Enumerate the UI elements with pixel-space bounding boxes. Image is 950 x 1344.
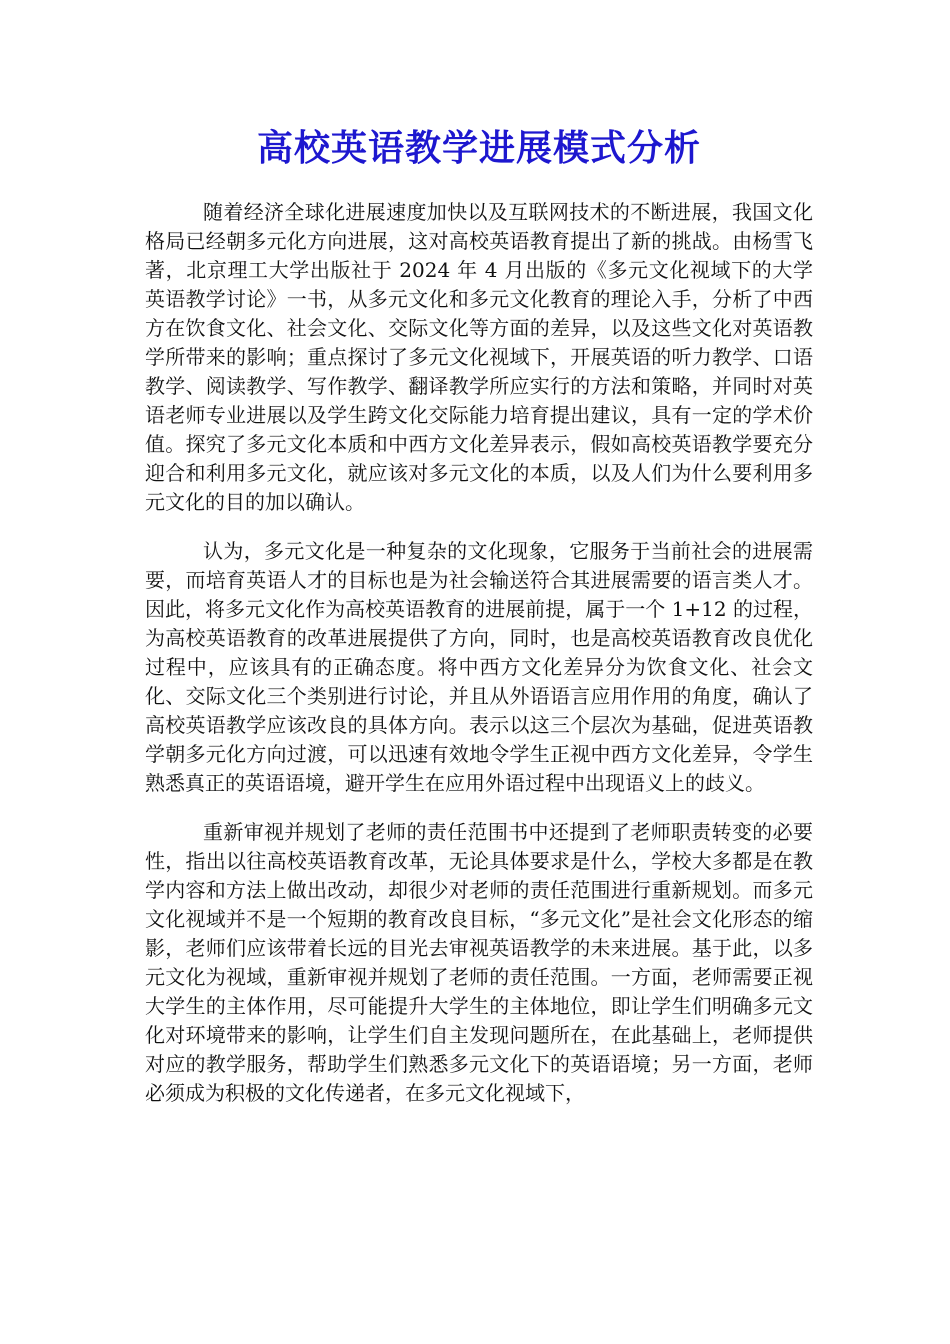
paragraph-2: 认为，多元文化是一种复杂的文化现象，它服务于当前社会的进展需要，而培育英语人才的目标也是为社会输送符合其进展需要的语言类人才。因此，将多元文化作为高校英语教育的进展前提，属于一个 1+12 的过程，为高校英语教育的改革进展提供了方向，同时，也是高校英语教育改良优化过程中，应该具有的正确态度。将中西方文化差异分为饮食文化、社会文化、交际文化三个类别进行讨论，并且从外语语言应用作用的角度，确认了高校英语教学应该改良的具体方向。表示以这三个层次为基础，促进英语教学朝多元化方向过渡，可以迅速有效地令学生正视中西方文化差异，令学生熟悉真正的英语语境，避开学生在应用外语过程中出现语义上的歧义。: [145, 539, 813, 795]
document-body: [145, 118, 813, 1128]
paragraph-3: 重新审视并规划了老师的责任范围书中还提到了老师职责转变的必要性，指出以往高校英语教育改革，无论具体要求是什么，学校大多都是在教学内容和方法上做出改动，却很少对老师的责任范围进行重新规划。而多元文化视域并不是一个短期的教育改良目标，“多元文化”是社会文化形态的缩影，老师们应该带着长远的目光去审视英语教学的未来进展。基于此，以多元文化为视域，重新审视并规划了老师的责任范围。一方面，老师需要正视大学生的主体作用，尽可能提升大学生的主体地位，即让学生们明确多元文化对环境带来的影响，让学生们自主发现问题所在，在此基础上，老师提供对应的教学服务，帮助学生们熟悉多元文化下的英语语境；另一方面，老师必须成为积极的文化传递者，在多元文化视域下，: [145, 820, 813, 1105]
paragraph-1: 随着经济全球化进展速度加快以及互联网技术的不断进展，我国文化格局已经朝多元化方向进展，这对高校英语教育提出了新的挑战。由杨雪飞著，北京理工大学出版社于 2024 年 4 月出版的《多元文化视域下的大学英语教学讨论》一书，从多元文化和多元文化教育的理论入手，分析了中西方在饮食文化、社会文化、交际文化等方面的差异，以及这些文化对英语教学所带来的影响；重点探讨了多元文化视域下，开展英语的听力教学、口语教学、阅读教学、写作教学、翻译教学所应实行的方法和策略，并同时对英语老师专业进展以及学生跨文化交际能力培育提出建议，具有一定的学术价值。探究了多元文化本质和中西方文化差异表示，假如高校英语教学要充分迎合和利用多元文化，就应该对多元文化的本质，以及人们为什么要利用多元文化的目的加以确认。: [145, 200, 813, 514]
document-title: 高校英语教学进展模式分析: [256, 127, 701, 169]
